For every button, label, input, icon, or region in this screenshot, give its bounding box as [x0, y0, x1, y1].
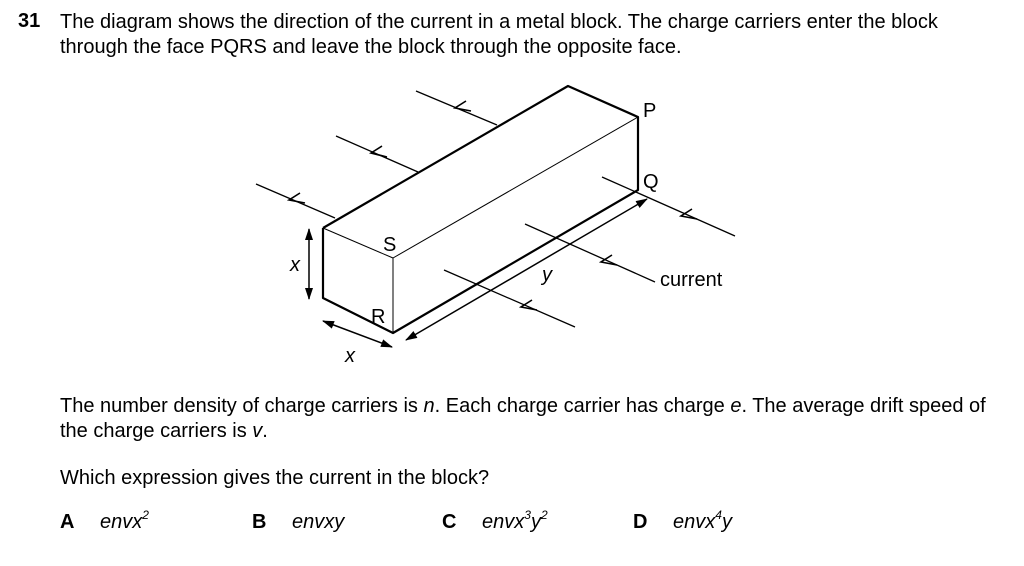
dimension-arrows: [309, 199, 647, 347]
option-expression: envx$^2$: [100, 508, 149, 533]
label-q: Q: [643, 171, 659, 193]
label-r: R: [371, 306, 386, 328]
option-b[interactable]: [252, 511, 345, 534]
label-x-vertical: x: [290, 254, 300, 276]
label-p: P: [643, 100, 657, 122]
label-current: current: [660, 269, 723, 291]
option-c[interactable]: [442, 508, 548, 534]
current-arrowhead: [371, 146, 387, 157]
option-expression: envxy: [292, 511, 345, 533]
option-expression: $envx^3y^2$: [482, 508, 548, 533]
current-line: [602, 177, 735, 236]
current-arrowhead: [521, 300, 537, 310]
question-stem: The diagram shows the direction of the current in a metal block. The charge carriers enter the block through the face PQRS and leave the block through the opposite face.: [60, 11, 938, 58]
current-lines: [256, 91, 735, 327]
description-paragraph: The number density of charge carriers is n. Each charge carrier has charge e. The average drift speed of the charge carriers is v.: [60, 395, 986, 442]
question-number: 31: [18, 10, 41, 32]
option-letter: D: [633, 511, 648, 533]
option-a[interactable]: [60, 508, 149, 534]
question-prompt: Which expression gives the current in the block?: [60, 467, 490, 489]
current-arrowhead: [289, 193, 305, 203]
current-arrowhead: [455, 101, 471, 111]
option-d[interactable]: [633, 508, 732, 534]
option-expression: envx$^4$y: [673, 508, 732, 533]
option-letter: A: [60, 511, 75, 533]
label-y: y: [542, 264, 552, 286]
edge-top-front: [393, 117, 638, 258]
option-letter: B: [252, 511, 267, 533]
label-s: S: [383, 234, 397, 256]
label-x-bottom: x: [345, 345, 355, 367]
option-letter: C: [442, 511, 457, 533]
current-line: [444, 270, 575, 327]
dimension-y: [406, 199, 647, 340]
